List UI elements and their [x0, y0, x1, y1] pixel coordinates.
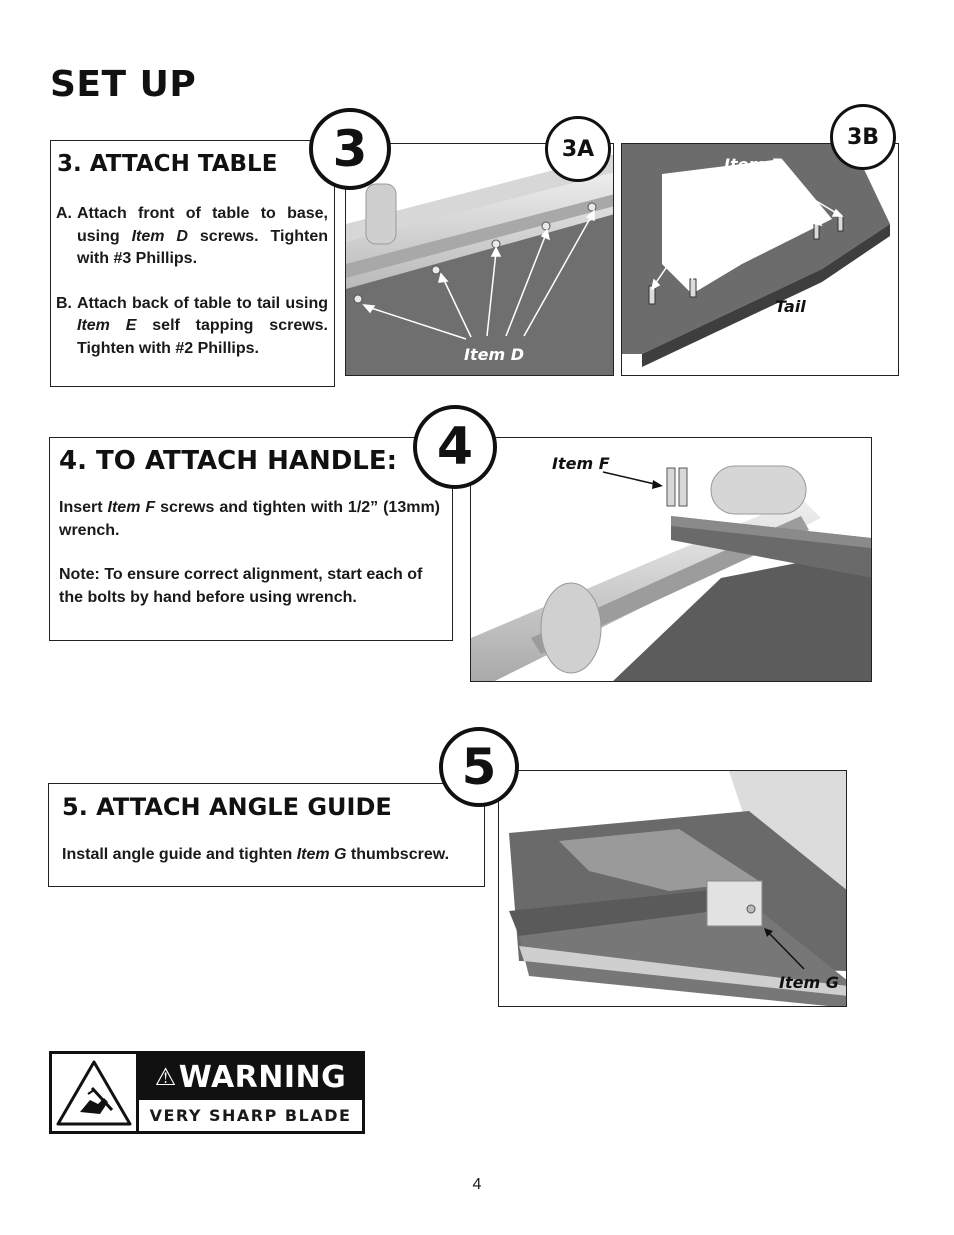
- hand-cut-blade-icon: [52, 1054, 139, 1131]
- alert-triangle-icon: ⚠: [154, 1063, 177, 1091]
- step3-instruction-box: [50, 140, 335, 387]
- step5-heading: 5. ATTACH ANGLE GUIDE: [62, 793, 392, 821]
- step4-note: Note: To ensure correct alignment, start each of the bolts by hand before using wrench.: [59, 566, 423, 606]
- step4-body: [59, 497, 440, 609]
- step3-heading: 3. ATTACH TABLE: [57, 151, 278, 177]
- step4-paragraph-1: Insert Item F screws and tighten with 1/2” (13mm) wrench.: [59, 499, 441, 539]
- step3-steps: [56, 203, 328, 360]
- step3-item-b-text: Attach back of table to tail using Item E self tapping screws. Tighten with #2 Phillips.: [77, 294, 328, 357]
- figure-4-illustration: [471, 438, 872, 682]
- figure-3a-badge: 3A: [545, 116, 611, 182]
- warning-subtitle: VERY SHARP BLADE: [149, 1106, 352, 1125]
- item-g-callout: Item G: [779, 973, 839, 992]
- figure-4-photo: [470, 437, 872, 682]
- warning-label: [49, 1051, 365, 1134]
- figure-5-photo: [498, 770, 847, 1007]
- item-f-callout: Item F: [552, 454, 610, 473]
- step5-paragraph: Install angle guide and tighten Item G thumbscrew.: [62, 846, 450, 863]
- figure-3b-photo: [621, 143, 899, 376]
- step5-instruction-box: [48, 783, 485, 887]
- figure-5-illustration: [499, 771, 847, 1007]
- step3-item-b: [56, 293, 328, 361]
- step3-item-a: [56, 203, 328, 271]
- step3-item-b-key: B.: [56, 294, 72, 312]
- page-title: SET UP: [50, 64, 197, 105]
- page-number: 4: [472, 1176, 482, 1193]
- item-d-ref: Item D: [131, 227, 188, 245]
- item-e-callout: Item E: [724, 155, 782, 174]
- tail-callout: Tail: [775, 297, 806, 316]
- step5-number-badge: 5: [439, 727, 519, 807]
- step4-heading: 4. TO ATTACH HANDLE:: [59, 446, 398, 476]
- item-g-ref: Item G: [296, 846, 347, 863]
- item-e-ref: Item E: [77, 317, 137, 334]
- step3-number-badge: 3: [309, 108, 391, 190]
- step4-instruction-box: [49, 437, 453, 641]
- item-f-ref: Item F: [107, 499, 156, 516]
- figure-3b-illustration: [622, 144, 899, 376]
- step3-item-a-key: A.: [56, 205, 72, 222]
- warning-title: ⚠ WARNING: [139, 1054, 362, 1100]
- figure-3b-badge: 3B: [830, 104, 896, 170]
- step3-item-a-text: Attach front of table to base, using Item D screws. Tighten with #3 Phillips.: [77, 205, 328, 267]
- step4-number-badge: 4: [413, 405, 497, 489]
- item-d-callout: Item D: [464, 345, 524, 364]
